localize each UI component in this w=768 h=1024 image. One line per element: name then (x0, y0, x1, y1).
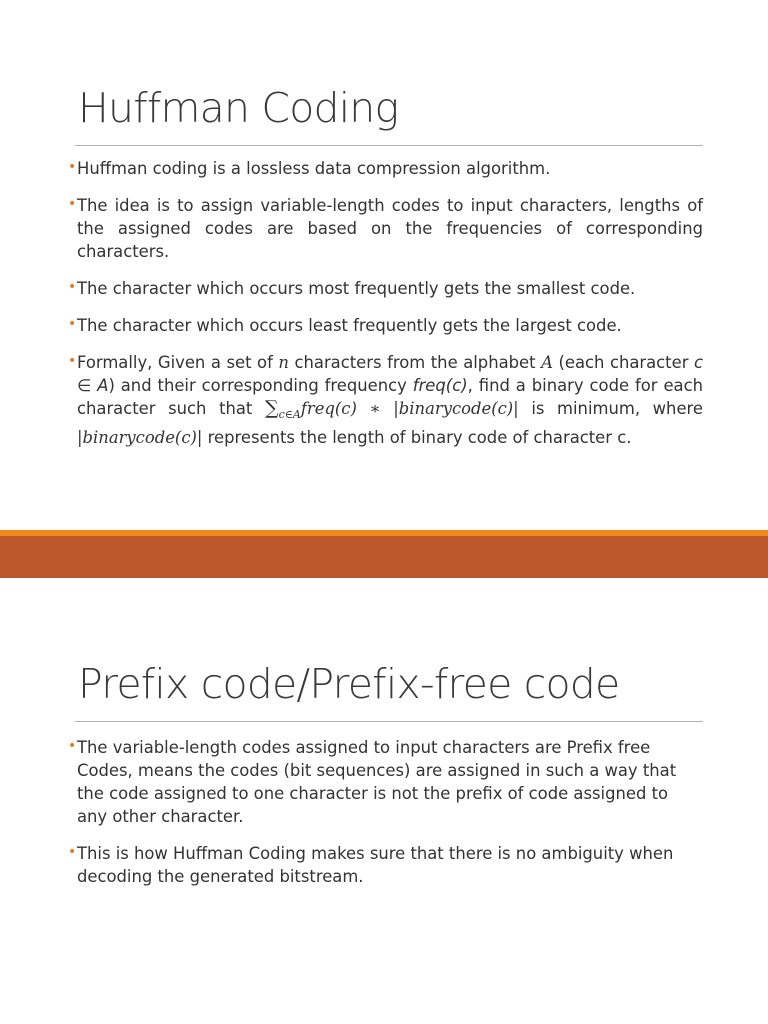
slide-title: Huffman Coding (78, 84, 399, 132)
bullet-dot-icon: • (68, 159, 77, 175)
math-freq: freq(c) (412, 376, 468, 395)
math-sum-expression: freq(c) ∗ |binarycode(c)| (300, 399, 519, 418)
bullet-dot-icon: • (68, 279, 77, 295)
bullet-list (68, 157, 703, 463)
bullet-item: • This is how Huffman Coding makes sure that there is no ambiguity when decoding the generated bitstream. (77, 842, 703, 888)
bullet-dot-icon: • (68, 353, 77, 369)
title-underline (75, 721, 703, 722)
bullet-dot-icon: • (68, 844, 77, 860)
math-c-in-a: c ∈ A (77, 353, 703, 395)
bullet-item-formal-definition: • Formally, Given a set of n characters from the alphabet A (each character c ∈ A) and their corresponding frequency freq(c), find a binary code for each character such that $\sum_{c\in A}freq(c)$ ∗ |binarycode(c)| is minimum, where |binarycode(c)| represents the length of binary code of character c. (77, 351, 703, 449)
slide-title: Prefix code/Prefix-free code (78, 660, 620, 708)
title-underline (75, 145, 703, 146)
bullet-list (68, 736, 703, 902)
math-alphabet: A (541, 353, 553, 372)
math-n: n (278, 353, 289, 372)
slide-divider-band (0, 530, 768, 578)
sigma-symbol: ∑ (264, 397, 279, 419)
bullet-item: • The character which occurs most frequently gets the smallest code. (77, 277, 703, 300)
bullet-item: • The variable-length codes assigned to input characters are Prefix free Codes, means the codes (bit sequences) are assigned in such a way that the code assigned to one character is not the prefix of code assigned to any other character. (77, 736, 703, 828)
sum-subscript: c∈A (278, 408, 301, 421)
divider-accent-line (0, 530, 768, 536)
bullet-item: • Huffman coding is a lossless data compression algorithm. (77, 157, 703, 180)
bullet-item: • The character which occurs least frequently gets the largest code. (77, 314, 703, 337)
slide-prefix-code (0, 578, 768, 1024)
bullet-dot-icon: • (68, 196, 77, 212)
bullet-dot-icon: • (68, 316, 77, 332)
bullet-dot-icon: • (68, 738, 77, 754)
bullet-item: • The idea is to assign variable-length codes to input characters, lengths of the assigned codes are based on the frequencies of corresponding characters. (77, 194, 703, 263)
math-binarycode-length: |binarycode(c)| (77, 428, 203, 447)
